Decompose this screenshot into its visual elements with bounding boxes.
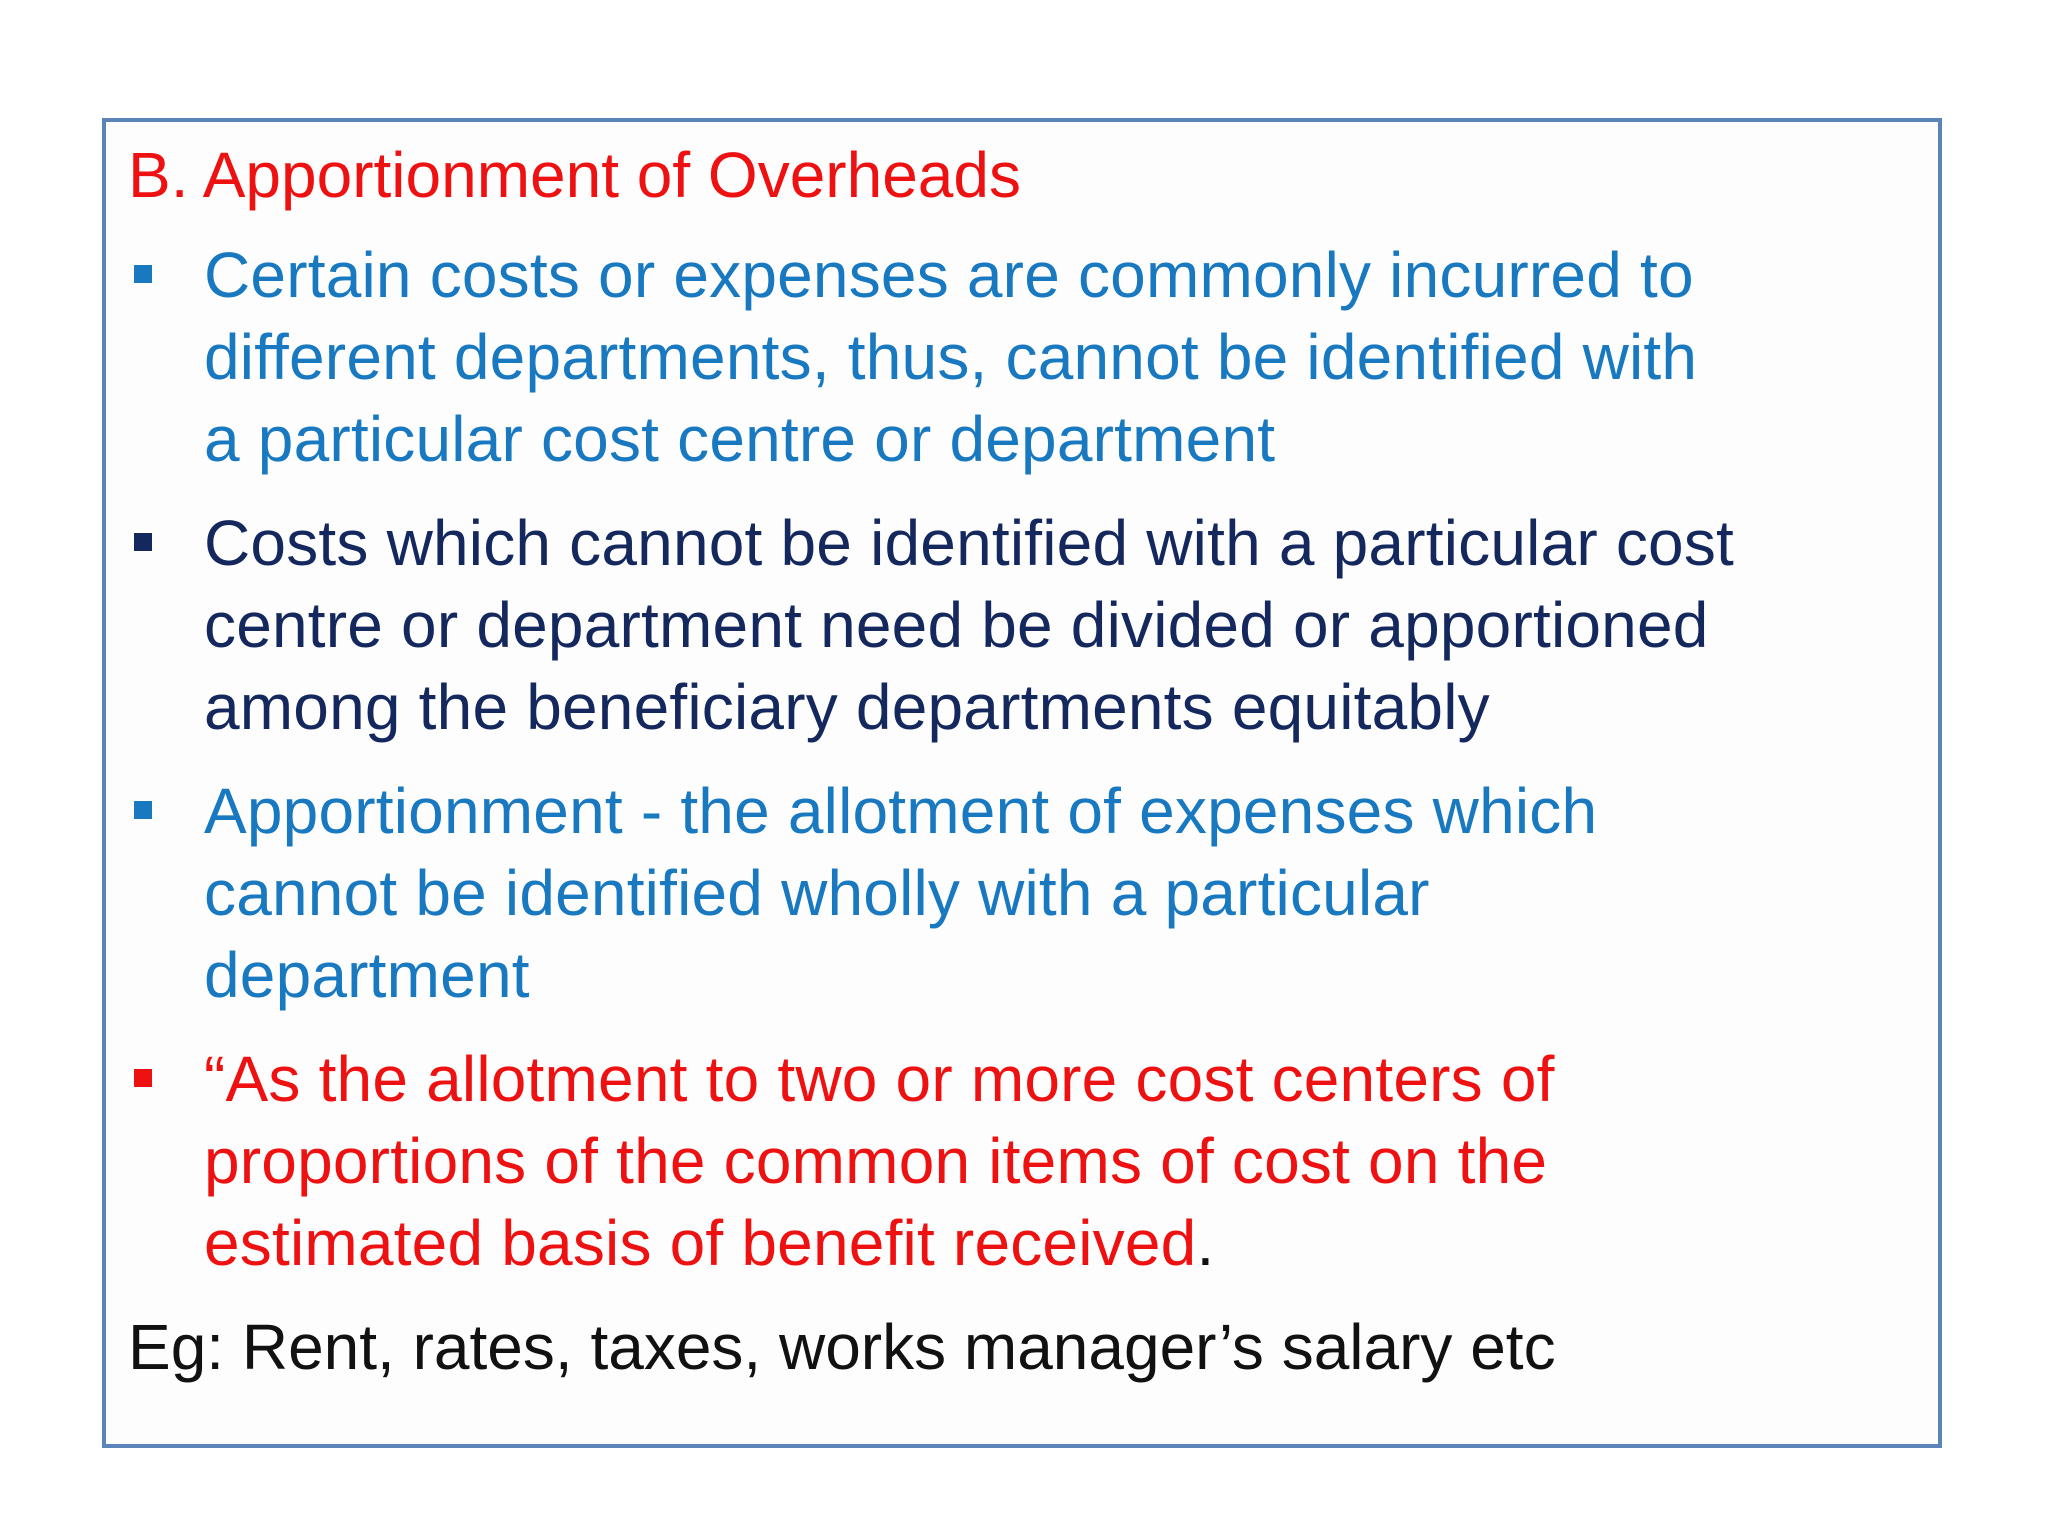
- square-bullet-icon: [134, 1069, 152, 1087]
- bullet-item-allotment-quote: [128, 1038, 1928, 1284]
- bullet-text: Certain costs or expenses are commonly incurred to different departments, thus, cannot be identified with a particular cost centre or department: [204, 239, 1698, 475]
- bullet-text: Costs which cannot be identified with a particular cost centre or department need be divided or apportioned among the beneficiary departments equitably: [204, 507, 1734, 743]
- bullet-item-unidentified-costs: [128, 502, 1928, 748]
- bullet-item-common-costs: [128, 234, 1928, 480]
- bullet-list: [128, 234, 1928, 1306]
- bullet-item-apportionment-definition: [128, 770, 1928, 1016]
- bullet-text: Apportionment - the allotment of expenses which cannot be identified wholly with a particular department: [204, 775, 1598, 1011]
- slide-frame: [102, 118, 1942, 1448]
- bullet-trailing-period: .: [1196, 1207, 1215, 1279]
- square-bullet-icon: [134, 801, 152, 819]
- slide-heading: B. Apportionment of Overheads: [128, 139, 1021, 211]
- example-line: Eg: Rent, rates, taxes, works manager’s salary etc: [128, 1311, 1556, 1383]
- bullet-text: “As the allotment to two or more cost centers of proportions of the common items of cost on the estimated basis of benefit received: [204, 1043, 1555, 1279]
- square-bullet-icon: [134, 265, 152, 283]
- square-bullet-icon: [134, 533, 152, 551]
